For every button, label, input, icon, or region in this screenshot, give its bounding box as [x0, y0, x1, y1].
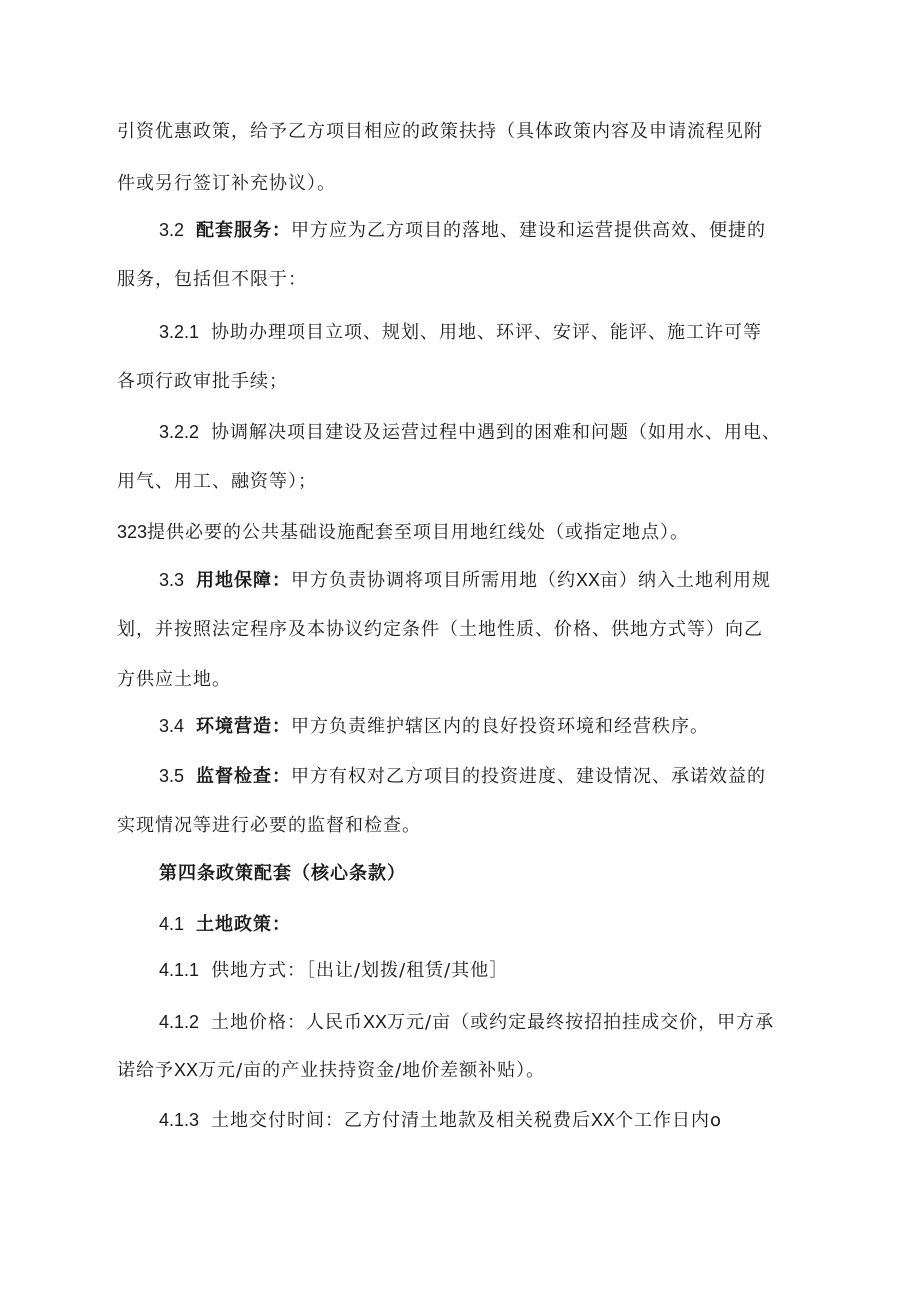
clause-number: 323: [117, 522, 148, 542]
clause-number: 4.1: [159, 914, 185, 934]
text: 实现情况等进行必要的监督和检查。: [117, 815, 421, 836]
text: 用气、用工、融资等）；: [117, 471, 317, 492]
clause-number: 4.1.3: [159, 1110, 200, 1130]
clause-number: 3.2.2: [159, 422, 200, 442]
clause-number: 4.1.1: [159, 960, 200, 980]
text: 万元/亩的产业扶持资金/地价差额补贴）。: [198, 1060, 546, 1081]
clause-text: 甲方负责协调将项目所需用地（约: [291, 570, 577, 591]
text: 划，并按照法定程序及本协议约定条件（土地性质、价格、供地方式等）向乙: [117, 619, 763, 640]
text: 方供应土地。: [117, 669, 231, 690]
clause-3-2-3: [117, 520, 689, 545]
clause-text: 协助办理项目立项、规划、用地、环评、安评、能评、施工许可等: [211, 322, 763, 343]
clause-3-2-1: [159, 320, 762, 345]
clause-text: 土地交付时间：乙方付清土地款及相关税费后: [211, 1110, 592, 1131]
text: 引资优惠政策，给予乙方项目相应的政策扶持（具体政策内容及申请流程见附: [117, 121, 763, 142]
clause-text: 亩）纳入土地利用规: [600, 570, 772, 591]
clause-text: 万元/亩（或约定最终按招拍挂成交价，甲方承: [387, 1012, 775, 1033]
text: 服务，包括但不限于：: [117, 269, 307, 290]
paragraph-line: [117, 370, 288, 394]
clause-heading: 土地政策：: [196, 914, 292, 935]
clause-4-1-3: [159, 1108, 722, 1133]
placeholder-xx: XX: [174, 1060, 199, 1080]
clause-heading: 用地保障：: [196, 570, 292, 591]
paragraph-line: [117, 618, 763, 642]
placeholder-xx: XX: [363, 1012, 388, 1032]
paragraph-line: [117, 120, 763, 144]
clause-3-5: [159, 764, 766, 789]
clause-text: 供地方式：［出让/划拨/租赁/其他］: [211, 960, 509, 981]
clause-text: 甲方负责维护辖区内的良好投资环境和经营秩序。: [291, 716, 710, 737]
article-title: 第四条政策配套（核心条款）: [159, 863, 406, 884]
clause-number: 3.5: [159, 766, 185, 786]
clause-number: 4.1.2: [159, 1012, 200, 1032]
paragraph-line: [117, 470, 317, 494]
clause-number: 3.2: [159, 220, 185, 240]
clause-3-2-2: [159, 420, 781, 445]
placeholder-xx: XX: [591, 1110, 616, 1130]
clause-number: 3.4: [159, 716, 185, 736]
clause-number: 3.2.1: [159, 322, 200, 342]
clause-text: 土地价格：人民币: [211, 1012, 364, 1033]
clause-3-3: [159, 568, 771, 593]
clause-3-2: [159, 218, 766, 243]
clause-text: 甲方有权对乙方项目的投资进度、建设情况、承诺效益的: [291, 766, 767, 787]
clause-4-1-2: [159, 1010, 774, 1035]
clause-text: 协调解决项目建设及运营过程中遇到的困难和问题（如用水、用电、: [211, 422, 782, 443]
clause-text: 提供必要的公共基础设施配套至项目用地红线处（或指定地点）。: [147, 522, 690, 543]
text: 诺给予: [117, 1060, 174, 1081]
clause-4-1: [159, 912, 291, 937]
clause-heading: 配套服务：: [196, 220, 292, 241]
paragraph-line: [117, 1058, 545, 1083]
placeholder-xx: XX: [576, 570, 601, 590]
paragraph-line: [117, 814, 421, 838]
clause-text: 甲方应为乙方项目的落地、建设和运营提供高效、便捷的: [291, 220, 767, 241]
clause-3-4: [159, 714, 709, 739]
clause-4-1-1: [159, 958, 508, 983]
clause-heading: 环境营造：: [196, 716, 292, 737]
clause-heading: 监督检查：: [196, 766, 292, 787]
clause-number: 3.3: [159, 570, 185, 590]
paragraph-line: [117, 668, 231, 692]
paragraph-line: [117, 172, 336, 196]
article-4-title: [159, 862, 406, 886]
text: 件或另行签订补充协议）。: [117, 173, 336, 194]
text: 各项行政审批手续；: [117, 371, 288, 392]
paragraph-line: [117, 268, 307, 292]
clause-text: 个工作日内o: [615, 1110, 723, 1131]
